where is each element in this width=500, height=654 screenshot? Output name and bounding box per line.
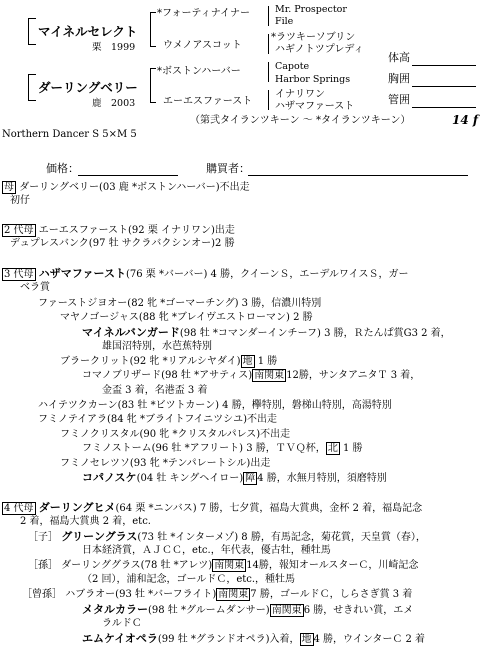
list-item: ラルドＣ — [102, 618, 142, 629]
section-2nd-dam: 2 代母 エーエスファースト(92 栗 イナリワン)出走 — [4, 225, 235, 236]
list-item: 金盃 3 着，名港盃 3 着 — [102, 385, 208, 396]
dam-sire-dam: Harbor Springs — [275, 74, 351, 85]
family-line: （第弐タイランツキーン ～ *タイランツキーン） — [190, 115, 411, 126]
section-3rd-dam: 3 代母 ハザマファースト(76 栗 *バーバー) 4 勝，クイーンＳ，エーデルワイスＳ，ガー — [4, 267, 409, 280]
cannon-label: 管囲 — [388, 93, 410, 106]
list-item: コマノブリザード(98 牡 *アサティス) 南関東 12勝，サンタアニタＴ 3 着， — [82, 370, 421, 381]
dam-progeny: 初仔 — [10, 195, 30, 206]
buyer-label: 購買者： — [206, 162, 250, 175]
dam-sire: *ボストンハーバー — [157, 66, 241, 77]
list-item: ［孫］ ダーリンググラス(78 牡 *アレツ) 南関東 14勝，報知オールスターＣ，川崎記念 — [28, 560, 419, 571]
sire-sire-dam: File — [275, 16, 294, 27]
list-item: フミノセレツソ(93 牝 *テンパレートシル)出走 — [60, 458, 271, 469]
dam-dam-sire: イナリワン — [275, 89, 325, 100]
list-item: （2 回），浦和記念，ゴールドＣ，etc.，種牡馬 — [82, 574, 296, 585]
list-item: メタルカラー(98 牡 *グルームダンサー) 南関東 6 勝，せきれい賞，エメ — [82, 603, 414, 616]
list-item: ファーストジヨオー(82 牝 *ゴーマーチング) 3 勝，信濃川特別 — [38, 298, 322, 309]
sire-dam-dam: ハギノトツプレディ — [275, 44, 364, 55]
dam-sire-sire: Capote — [275, 61, 310, 72]
sire-sire-sire: Mr. Prospector — [275, 4, 347, 15]
inbreeding: Northern Dancer S 5×M 5 — [2, 129, 137, 140]
dam-coat-year: 鹿 2003 — [92, 98, 136, 109]
list-item: コパノスケ(04 牡 キングヘイロー) 障 4 勝，水無月特別，須磨特別 — [82, 471, 387, 484]
dam-name: ダーリングベリー — [38, 80, 138, 95]
2nd-dam-progeny: デュプレスバンク(97 牡 サクラバクシンオー)2 勝 — [10, 238, 235, 249]
list-item: エムケイオペラ(99 牡 *グランドオペラ)入着， 地 4 勝，ウインターＣ 2 着 — [82, 632, 426, 645]
list-item: ［子］ グリーングラス(73 牡 *インターメゾ) 8 勝，有馬記念，菊花賞，天皇賞（春）， — [28, 530, 426, 543]
sire-coat-year: 栗 1999 — [92, 42, 136, 53]
list-item: ［曾孫］ ハブラオー(93 牡 *バーフライト) 南関東 7 勝，ゴールドＣ，しらさぎ賞 3 着 — [22, 589, 413, 600]
sire-sire: *フォーティナイナー — [157, 8, 250, 19]
list-item: マヤノゴージャス(88 牝 *ブレイヴエストローマン) 2 勝 — [60, 312, 313, 323]
4th-dam-title-cont: 2 着，福島大賞典 2 着，etc. — [20, 516, 151, 527]
list-item: ブラークリット(92 牝 *リアルシヤダイ) 地 1 勝 — [60, 356, 278, 367]
list-item: 雄国沼特別，水芭蕉特別 — [102, 341, 212, 352]
list-item: フミノテイアラ(84 牝 *ブライトフイニツシユ)不出走 — [38, 414, 277, 425]
sire-name: マイネルセレクト — [38, 24, 138, 39]
family-number: 14 f — [452, 113, 479, 127]
section-4th-dam: 4 代母 ダーリングヒメ(64 栗 *ニンバス) 7 勝，七夕賞，福島大賞典，金杯 2 着，福島記念 — [4, 501, 423, 514]
sire-dam: ウメノアスコット — [163, 40, 242, 51]
section-dam: 母 ダーリングベリー(03 鹿 *ボストンハーバー)不出走 — [4, 182, 250, 193]
list-item: 日本経済賞，ＡＪＣＣ，etc.，年代表，優古牡，種牡馬 — [82, 545, 331, 556]
list-item: マイネルバンガード(98 牡 *コマンダーインチーフ) 3 勝，Ｒたんぱ賞G3 2 着， — [82, 326, 451, 339]
sire-dam-sire: *ラツキーソブリン — [271, 32, 356, 43]
height-label: 体高 — [388, 51, 410, 64]
list-item: フミノストーム(96 牡 *アフリート) 3 勝，ＴＶＱ杯， 北 1 勝 — [82, 443, 363, 454]
dam-dam-dam: ハザマファースト — [275, 101, 355, 112]
girth-label: 胸囲 — [388, 72, 410, 85]
price-label: 価格： — [46, 162, 79, 175]
list-item: ハイテツクカーン(83 牡 *ビツトカーン) 4 勝，欅特別，磐梯山特別，高湯特別 — [38, 400, 392, 411]
list-item: フミノクリスタル(90 牝 *クリスタルパレス)不出走 — [60, 429, 291, 440]
dam-dam: エーエスファースト — [163, 96, 253, 107]
3rd-dam-title-cont: ベラ賞 — [20, 282, 50, 293]
